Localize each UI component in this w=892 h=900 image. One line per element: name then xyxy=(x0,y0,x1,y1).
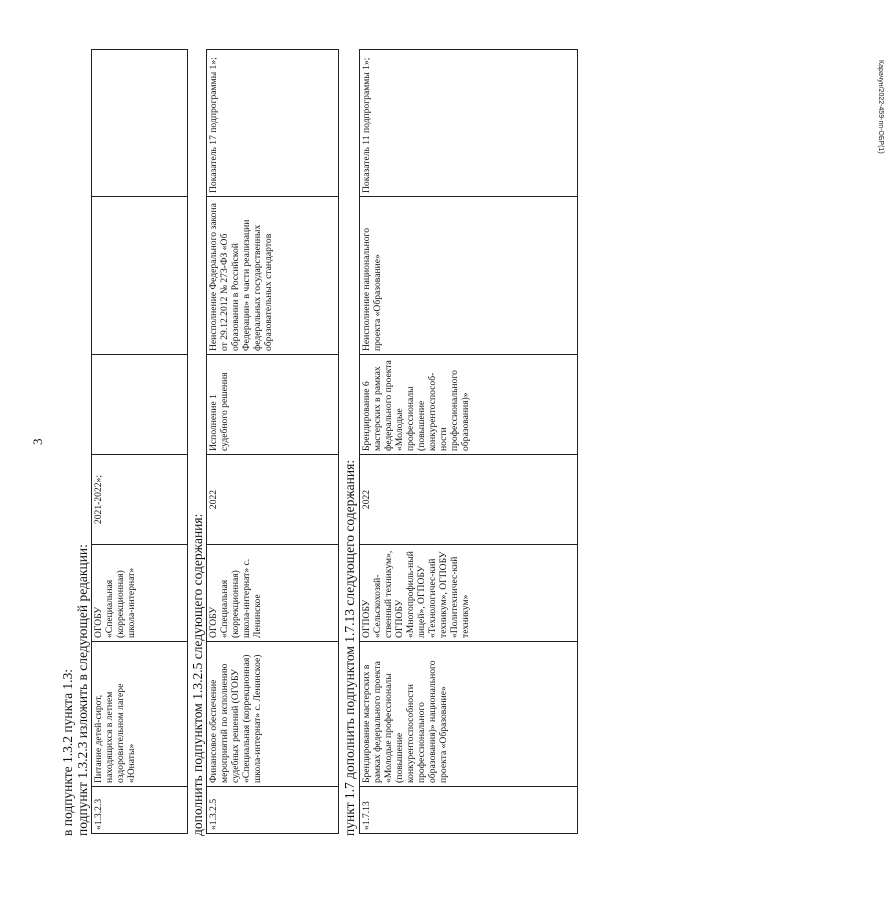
risk-cell: Неисполнение Федерального закона от 29.12.2012 № 273-ФЗ «Об образовании в Российской Федерации» в части реализации федеральных государственных образовательных стандартов xyxy=(207,197,339,355)
year-cell: 2022 xyxy=(360,455,578,545)
activity-cell: Питание детей-сирот, находящихся в летнем оздоровительном лагере «Юнаты» xyxy=(92,642,188,787)
row-number: «1.3.2.5 xyxy=(207,787,339,834)
row-number: «1.3.2.3 xyxy=(92,787,188,834)
intro-line-1: в подпункте 1.3.2 пункта 1.3: xyxy=(60,668,75,836)
risk-cell: Неисполнение национального проекта «Образование» xyxy=(360,197,578,355)
indicator-cell: Показатель 11 подпрограммы 1»; xyxy=(360,50,578,197)
indicator-cell: Показатель 17 подпрограммы 1»; xyxy=(207,50,339,197)
executor-cell: ОГОБУ «Специальная (коррекционная) школа-интернат» xyxy=(92,545,188,642)
table-row-1713 xyxy=(359,49,578,834)
executor-cell: ОГОБУ «Специальная (коррекционная) школа-интернат» с. Ленинское xyxy=(207,545,339,642)
indicator-cell xyxy=(92,50,188,197)
intro-line-3: дополнить подпунктом 1.3.2.5 следующего содержания: xyxy=(190,513,205,836)
table-row-1323 xyxy=(91,49,188,834)
activity-cell: Брендирование мастерских в рамках федерального проекта «Молодые профессионалы (повышение конкурентоспособности профессионального образования)» национального проекта «Образование» xyxy=(360,642,578,787)
table-row-1325 xyxy=(206,49,339,834)
result-cell xyxy=(92,355,188,455)
activity-cell: Финансовое обеспечение мероприятий по исполнению судебных решений (ОГОБУ «Специальная (коррекционная) школа-интернат» с. Ленинское) xyxy=(207,642,339,787)
result-cell: Брендирование 6 мастерских в рамках федерального проекта «Молодые профессионалы (повышение конкурентоспособ-ности профессионального образования)» xyxy=(360,355,578,455)
intro-line-2: подпункт 1.3.2.3 изложить в следующей редакции: xyxy=(75,544,90,836)
risk-cell xyxy=(92,197,188,355)
year-cell: 2022 xyxy=(207,455,339,545)
side-note xyxy=(872,60,892,580)
result-cell: Исполнение 1 судебного решения xyxy=(207,355,339,455)
page-number: 3 xyxy=(30,438,45,445)
intro-line-4: пункт 1.7 дополнить подпунктом 1.7.13 следующего содержания: xyxy=(342,459,357,836)
side-note-text: Карачун/2022-459-пп-ОБР(1) xyxy=(877,60,884,154)
row-number: «1.7.13 xyxy=(360,787,578,834)
executor-cell: ОГПОБУ «Сельскохозяй-ственный техникум», ОГПОБУ «Многопрофиль-ный лицей», ОГПОБУ «Технологичес-кий техникум», ОГПОБУ «Политехничес-кий техникум» xyxy=(360,545,578,642)
year-cell: 2021-2022»; xyxy=(92,455,188,545)
